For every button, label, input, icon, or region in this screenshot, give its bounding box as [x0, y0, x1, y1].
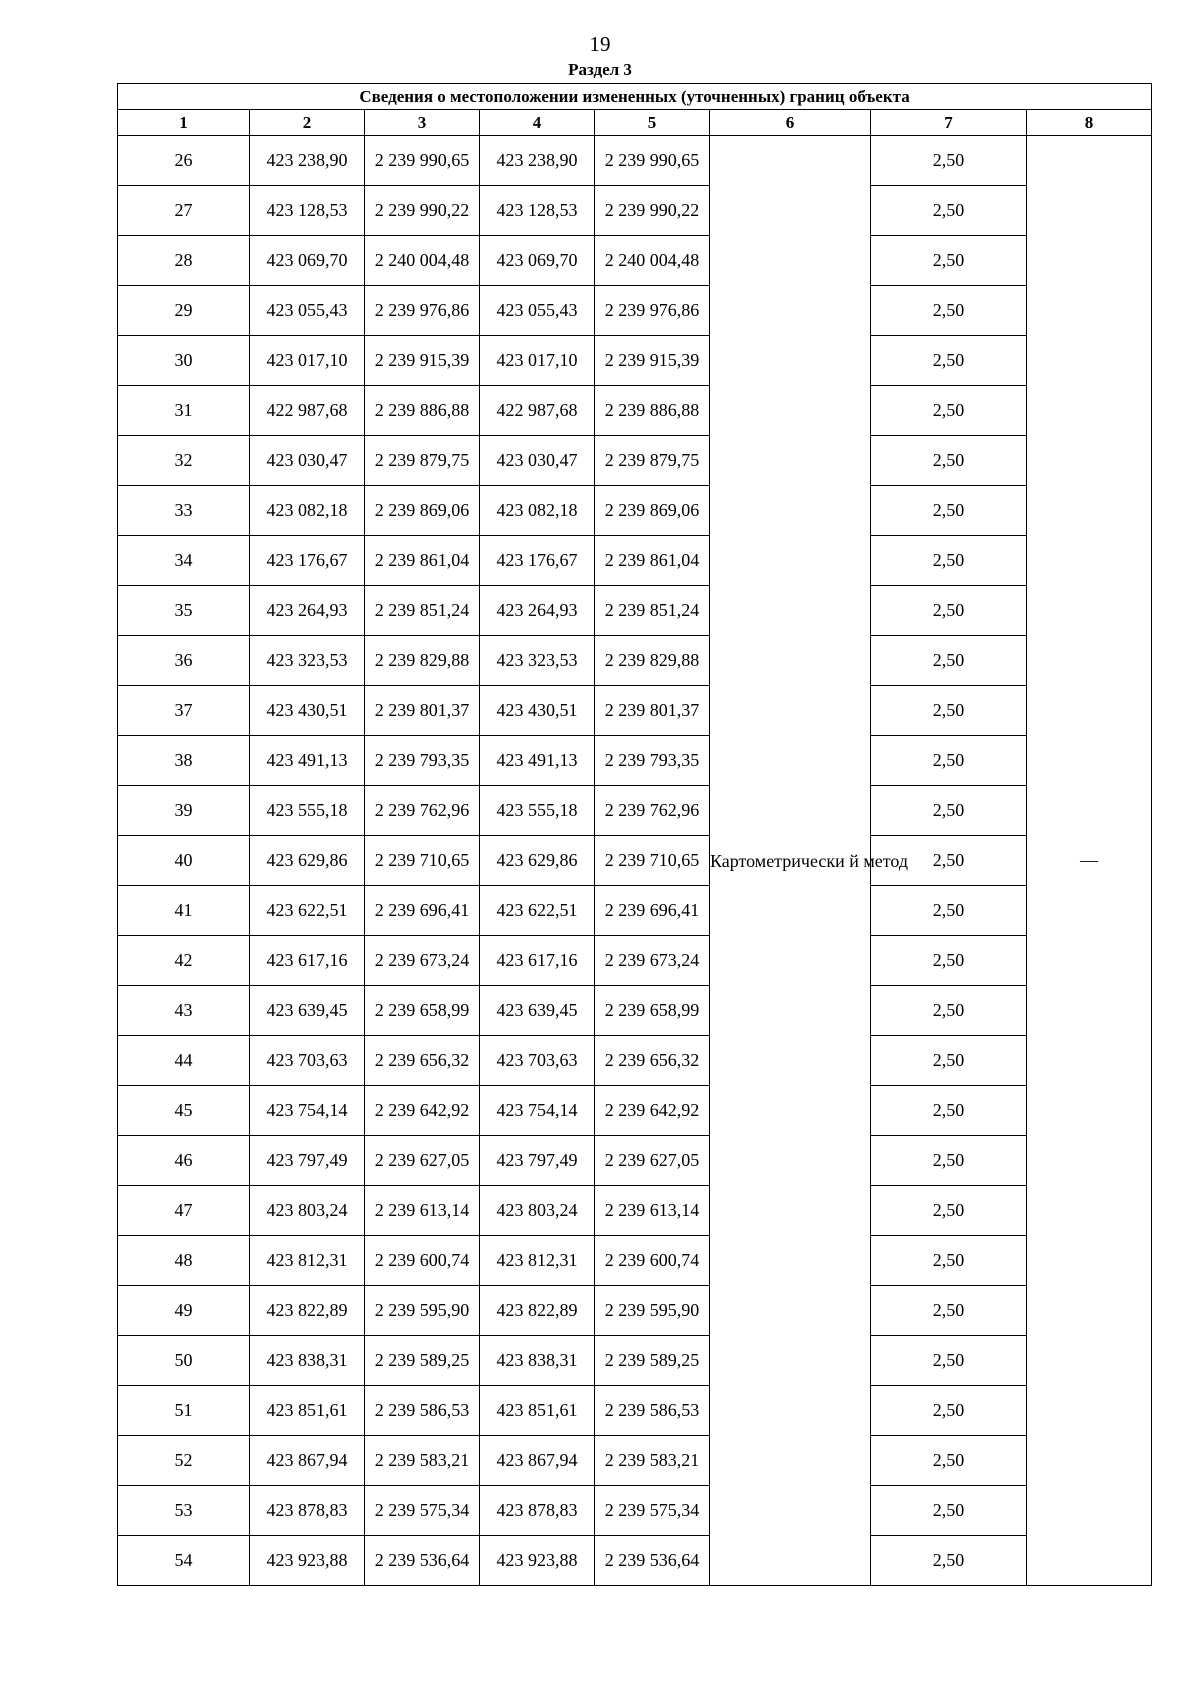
- x-existing-cell: 423 754,14: [250, 1086, 365, 1136]
- table-row: [118, 586, 1152, 636]
- y-existing-cell: 2 239 600,74: [365, 1236, 480, 1286]
- accuracy-cell: 2,50: [871, 1086, 1027, 1136]
- x-existing-cell: 423 264,93: [250, 586, 365, 636]
- y-existing-cell: 2 239 613,14: [365, 1186, 480, 1236]
- point-number-cell: 40: [118, 836, 250, 886]
- y-existing-cell: 2 239 793,35: [365, 736, 480, 786]
- y-existing-cell: 2 239 575,34: [365, 1486, 480, 1536]
- y-new-cell: 2 240 004,48: [595, 236, 710, 286]
- x-new-cell: 423 851,61: [480, 1386, 595, 1436]
- table-row: [118, 1236, 1152, 1286]
- table-row: [118, 136, 1152, 186]
- y-new-cell: 2 239 583,21: [595, 1436, 710, 1486]
- y-existing-cell: 2 239 990,65: [365, 136, 480, 186]
- x-new-cell: 423 238,90: [480, 136, 595, 186]
- table-row: [118, 1186, 1152, 1236]
- x-new-cell: 423 754,14: [480, 1086, 595, 1136]
- y-new-cell: 2 239 595,90: [595, 1286, 710, 1336]
- x-new-cell: 423 838,31: [480, 1336, 595, 1386]
- table-row: [118, 986, 1152, 1036]
- accuracy-cell: 2,50: [871, 386, 1027, 436]
- x-existing-cell: 423 851,61: [250, 1386, 365, 1436]
- y-existing-cell: 2 239 710,65: [365, 836, 480, 886]
- x-new-cell: 423 128,53: [480, 186, 595, 236]
- x-new-cell: 423 878,83: [480, 1486, 595, 1536]
- x-existing-cell: 423 812,31: [250, 1236, 365, 1286]
- accuracy-cell: 2,50: [871, 786, 1027, 836]
- point-number-cell: 33: [118, 486, 250, 536]
- x-existing-cell: 423 923,88: [250, 1536, 365, 1586]
- column-header-8: 8: [1027, 110, 1152, 136]
- y-new-cell: 2 239 829,88: [595, 636, 710, 686]
- accuracy-cell: 2,50: [871, 336, 1027, 386]
- y-new-cell: 2 239 600,74: [595, 1236, 710, 1286]
- accuracy-cell: 2,50: [871, 286, 1027, 336]
- x-existing-cell: 423 878,83: [250, 1486, 365, 1536]
- table-row: [118, 1386, 1152, 1436]
- table-row: [118, 886, 1152, 936]
- x-existing-cell: 423 176,67: [250, 536, 365, 586]
- x-new-cell: 423 867,94: [480, 1436, 595, 1486]
- boundary-coordinates-table: [117, 83, 1152, 1586]
- y-new-cell: 2 239 589,25: [595, 1336, 710, 1386]
- table-row: [118, 536, 1152, 586]
- accuracy-cell: 2,50: [871, 686, 1027, 736]
- point-number-cell: 53: [118, 1486, 250, 1536]
- column-header-3: 3: [365, 110, 480, 136]
- x-new-cell: 423 639,45: [480, 986, 595, 1036]
- y-existing-cell: 2 239 642,92: [365, 1086, 480, 1136]
- y-new-cell: 2 239 696,41: [595, 886, 710, 936]
- point-number-cell: 44: [118, 1036, 250, 1086]
- y-new-cell: 2 239 869,06: [595, 486, 710, 536]
- x-existing-cell: 423 803,24: [250, 1186, 365, 1236]
- x-new-cell: 423 030,47: [480, 436, 595, 486]
- x-existing-cell: 423 639,45: [250, 986, 365, 1036]
- y-new-cell: 2 239 879,75: [595, 436, 710, 486]
- point-number-cell: 32: [118, 436, 250, 486]
- table-row: [118, 1036, 1152, 1086]
- x-existing-cell: 423 555,18: [250, 786, 365, 836]
- x-new-cell: 423 797,49: [480, 1136, 595, 1186]
- accuracy-cell: 2,50: [871, 1386, 1027, 1436]
- x-new-cell: 423 555,18: [480, 786, 595, 836]
- y-new-cell: 2 239 710,65: [595, 836, 710, 886]
- y-existing-cell: 2 239 658,99: [365, 986, 480, 1036]
- y-new-cell: 2 239 990,22: [595, 186, 710, 236]
- accuracy-cell: 2,50: [871, 936, 1027, 986]
- table-row: [118, 1086, 1152, 1136]
- x-existing-cell: 423 128,53: [250, 186, 365, 236]
- x-new-cell: 423 069,70: [480, 236, 595, 286]
- y-new-cell: 2 239 656,32: [595, 1036, 710, 1086]
- y-existing-cell: 2 239 915,39: [365, 336, 480, 386]
- x-existing-cell: 423 082,18: [250, 486, 365, 536]
- x-new-cell: 423 491,13: [480, 736, 595, 786]
- accuracy-cell: 2,50: [871, 236, 1027, 286]
- y-existing-cell: 2 239 801,37: [365, 686, 480, 736]
- y-existing-cell: 2 239 627,05: [365, 1136, 480, 1186]
- y-existing-cell: 2 239 586,53: [365, 1386, 480, 1436]
- table-row: [118, 686, 1152, 736]
- x-existing-cell: 423 238,90: [250, 136, 365, 186]
- section-title: Раздел 3: [568, 60, 632, 79]
- x-existing-cell: 422 987,68: [250, 386, 365, 436]
- x-existing-cell: 423 323,53: [250, 636, 365, 686]
- y-existing-cell: 2 239 976,86: [365, 286, 480, 336]
- x-new-cell: 423 923,88: [480, 1536, 595, 1586]
- column8-cell: —: [1027, 136, 1152, 1586]
- y-existing-cell: 2 239 990,22: [365, 186, 480, 236]
- y-new-cell: 2 239 861,04: [595, 536, 710, 586]
- column-header-1: 1: [118, 110, 250, 136]
- x-new-cell: 423 430,51: [480, 686, 595, 736]
- accuracy-cell: 2,50: [871, 1436, 1027, 1486]
- x-existing-cell: 423 017,10: [250, 336, 365, 386]
- y-new-cell: 2 239 642,92: [595, 1086, 710, 1136]
- point-number-cell: 36: [118, 636, 250, 686]
- accuracy-cell: 2,50: [871, 186, 1027, 236]
- y-new-cell: 2 239 613,14: [595, 1186, 710, 1236]
- point-number-cell: 54: [118, 1536, 250, 1586]
- x-new-cell: 423 055,43: [480, 286, 595, 336]
- column-header-4: 4: [480, 110, 595, 136]
- x-new-cell: 423 323,53: [480, 636, 595, 686]
- y-new-cell: 2 239 915,39: [595, 336, 710, 386]
- accuracy-cell: 2,50: [871, 1136, 1027, 1186]
- table-row: [118, 436, 1152, 486]
- y-new-cell: 2 239 990,65: [595, 136, 710, 186]
- accuracy-cell: 2,50: [871, 536, 1027, 586]
- point-number-cell: 38: [118, 736, 250, 786]
- y-existing-cell: 2 240 004,48: [365, 236, 480, 286]
- x-existing-cell: 423 055,43: [250, 286, 365, 336]
- point-number-cell: 42: [118, 936, 250, 986]
- table-row: [118, 1136, 1152, 1186]
- x-new-cell: 423 629,86: [480, 836, 595, 886]
- y-existing-cell: 2 239 656,32: [365, 1036, 480, 1086]
- accuracy-cell: 2,50: [871, 736, 1027, 786]
- x-existing-cell: 423 797,49: [250, 1136, 365, 1186]
- y-new-cell: 2 239 851,24: [595, 586, 710, 636]
- x-existing-cell: 423 822,89: [250, 1286, 365, 1336]
- x-existing-cell: 423 629,86: [250, 836, 365, 886]
- accuracy-cell: 2,50: [871, 636, 1027, 686]
- y-existing-cell: 2 239 583,21: [365, 1436, 480, 1486]
- y-existing-cell: 2 239 673,24: [365, 936, 480, 986]
- column-header-5: 5: [595, 110, 710, 136]
- y-existing-cell: 2 239 536,64: [365, 1536, 480, 1586]
- y-new-cell: 2 239 886,88: [595, 386, 710, 436]
- point-number-cell: 27: [118, 186, 250, 236]
- y-existing-cell: 2 239 879,75: [365, 436, 480, 486]
- y-new-cell: 2 239 673,24: [595, 936, 710, 986]
- point-number-cell: 37: [118, 686, 250, 736]
- accuracy-cell: 2,50: [871, 1286, 1027, 1336]
- point-number-cell: 45: [118, 1086, 250, 1136]
- accuracy-cell: 2,50: [871, 1186, 1027, 1236]
- y-existing-cell: 2 239 696,41: [365, 886, 480, 936]
- accuracy-cell: 2,50: [871, 486, 1027, 536]
- y-existing-cell: 2 239 589,25: [365, 1336, 480, 1386]
- point-number-cell: 48: [118, 1236, 250, 1286]
- x-new-cell: 423 812,31: [480, 1236, 595, 1286]
- y-new-cell: 2 239 586,53: [595, 1386, 710, 1436]
- x-new-cell: 423 617,16: [480, 936, 595, 986]
- table-row: [118, 186, 1152, 236]
- point-number-cell: 49: [118, 1286, 250, 1336]
- y-existing-cell: 2 239 886,88: [365, 386, 480, 436]
- column-header-6: 6: [710, 110, 871, 136]
- accuracy-cell: 2,50: [871, 986, 1027, 1036]
- accuracy-cell: 2,50: [871, 436, 1027, 486]
- x-new-cell: 423 082,18: [480, 486, 595, 536]
- page-number: 19: [589, 32, 611, 56]
- table-row: [118, 336, 1152, 386]
- x-new-cell: 423 703,63: [480, 1036, 595, 1086]
- y-existing-cell: 2 239 851,24: [365, 586, 480, 636]
- x-new-cell: 423 622,51: [480, 886, 595, 936]
- y-existing-cell: 2 239 762,96: [365, 786, 480, 836]
- table-row: [118, 236, 1152, 286]
- table-row: [118, 1486, 1152, 1536]
- y-new-cell: 2 239 627,05: [595, 1136, 710, 1186]
- table-row: [118, 286, 1152, 336]
- point-number-cell: 26: [118, 136, 250, 186]
- accuracy-cell: 2,50: [871, 886, 1027, 936]
- column-header-7: 7: [871, 110, 1027, 136]
- table-row: [118, 1436, 1152, 1486]
- y-existing-cell: 2 239 595,90: [365, 1286, 480, 1336]
- y-new-cell: 2 239 658,99: [595, 986, 710, 1036]
- method-cell: Картометрически й метод: [710, 136, 871, 1586]
- accuracy-cell: 2,50: [871, 1036, 1027, 1086]
- point-number-cell: 35: [118, 586, 250, 636]
- point-number-cell: 39: [118, 786, 250, 836]
- y-existing-cell: 2 239 861,04: [365, 536, 480, 586]
- y-existing-cell: 2 239 869,06: [365, 486, 480, 536]
- accuracy-cell: 2,50: [871, 1536, 1027, 1586]
- x-existing-cell: 423 622,51: [250, 886, 365, 936]
- y-new-cell: 2 239 793,35: [595, 736, 710, 786]
- point-number-cell: 52: [118, 1436, 250, 1486]
- y-new-cell: 2 239 575,34: [595, 1486, 710, 1536]
- point-number-cell: 47: [118, 1186, 250, 1236]
- point-number-cell: 46: [118, 1136, 250, 1186]
- accuracy-cell: 2,50: [871, 136, 1027, 186]
- x-new-cell: 423 264,93: [480, 586, 595, 636]
- x-new-cell: 423 803,24: [480, 1186, 595, 1236]
- point-number-cell: 51: [118, 1386, 250, 1436]
- table-row: [118, 1286, 1152, 1336]
- table-row: [118, 1336, 1152, 1386]
- x-existing-cell: 423 430,51: [250, 686, 365, 736]
- x-existing-cell: 423 069,70: [250, 236, 365, 286]
- x-existing-cell: 423 867,94: [250, 1436, 365, 1486]
- point-number-cell: 41: [118, 886, 250, 936]
- accuracy-cell: 2,50: [871, 586, 1027, 636]
- accuracy-cell: 2,50: [871, 1236, 1027, 1286]
- table-caption: Сведения о местоположении измененных (уточненных) границ объекта: [118, 84, 1152, 110]
- table-row: [118, 936, 1152, 986]
- point-number-cell: 29: [118, 286, 250, 336]
- table-row: [118, 636, 1152, 686]
- x-new-cell: 423 017,10: [480, 336, 595, 386]
- y-new-cell: 2 239 536,64: [595, 1536, 710, 1586]
- table-row: [118, 486, 1152, 536]
- x-new-cell: 422 987,68: [480, 386, 595, 436]
- table-body: [118, 136, 1152, 1586]
- table-row: [118, 1536, 1152, 1586]
- y-new-cell: 2 239 801,37: [595, 686, 710, 736]
- point-number-cell: 50: [118, 1336, 250, 1386]
- y-new-cell: 2 239 976,86: [595, 286, 710, 336]
- table-row: [118, 386, 1152, 436]
- y-existing-cell: 2 239 829,88: [365, 636, 480, 686]
- column-header-2: 2: [250, 110, 365, 136]
- point-number-cell: 30: [118, 336, 250, 386]
- table-row: [118, 786, 1152, 836]
- point-number-cell: 34: [118, 536, 250, 586]
- table-row: [118, 836, 1152, 886]
- x-new-cell: 423 176,67: [480, 536, 595, 586]
- x-new-cell: 423 822,89: [480, 1286, 595, 1336]
- point-number-cell: 31: [118, 386, 250, 436]
- accuracy-cell: 2,50: [871, 1336, 1027, 1386]
- y-new-cell: 2 239 762,96: [595, 786, 710, 836]
- point-number-cell: 28: [118, 236, 250, 286]
- x-existing-cell: 423 838,31: [250, 1336, 365, 1386]
- x-existing-cell: 423 491,13: [250, 736, 365, 786]
- accuracy-cell: 2,50: [871, 836, 1027, 886]
- x-existing-cell: 423 617,16: [250, 936, 365, 986]
- x-existing-cell: 423 703,63: [250, 1036, 365, 1086]
- table-row: [118, 736, 1152, 786]
- x-existing-cell: 423 030,47: [250, 436, 365, 486]
- point-number-cell: 43: [118, 986, 250, 1036]
- accuracy-cell: 2,50: [871, 1486, 1027, 1536]
